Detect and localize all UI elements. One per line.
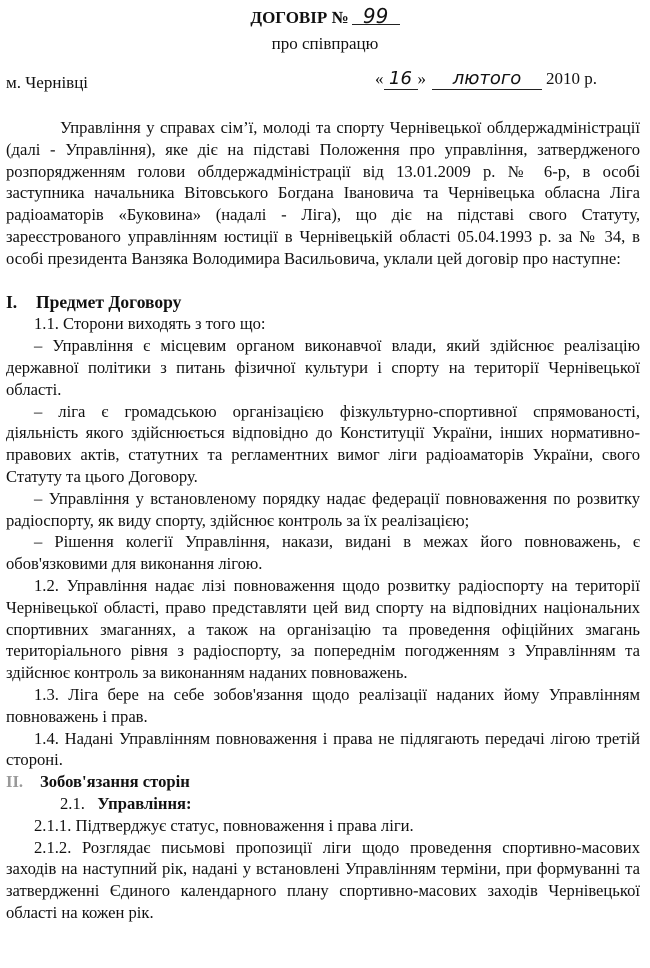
contract-subtitle: про співпрацю <box>271 34 379 53</box>
clause-1-1-bullet-1: – Управління є місцевим органом виконавчої влади, який здійснює реалізацію державної політики з питань фізичної культури і спорту на території Чернівецької області. <box>6 336 640 399</box>
section-2-title: Зобов'язання сторін <box>40 772 190 792</box>
clause-1-1-bullet-4: – Рішення колегії Управління, накази, видані в межах його повноважень, є обов'язковими для виконання лігою. <box>6 532 640 574</box>
city: м. Чернівці <box>6 73 89 92</box>
section-1-number: I. <box>6 291 18 312</box>
year: 2010 р. <box>546 69 597 88</box>
contract-title <box>0 4 650 28</box>
section-1-heading <box>6 292 640 314</box>
clause-1-2: 1.2. Управління надає лізі повноваження щодо розвитку радіоспорту на території Чернівецької області, право представляти цей вид спорту на відповідних національних спортивних змаганнях, а також на організацію та проведення офіційних змагань територіального рівня з радіоспорту, за попереднім погодженням з Управлінням та здійснює контроль за виконанням наданих повноважень. <box>6 575 640 683</box>
date-quote-open: « <box>375 69 384 88</box>
day-handwritten: 16 <box>384 68 418 90</box>
contract-body <box>6 117 640 924</box>
section-2-number: II. <box>6 772 24 792</box>
preamble-paragraph: Управління у справах сім’ї, молоді та спорту Чернівецької облдержадміністрації (далі - Управління), яке діє на підставі Положення про управління, затвердженого розпорядженням голови облдержадміністрації від 13.01.2009 р. № 6-р, в особі заступника начальника Вітовського Богдана Івановича та Чернівецька обласна Ліга радіоаматорів «Буковина» (надалі - Ліга), що діє на підставі свого Статуту, зареєстрованого управлінням юстиції в Чернівецькій області 05.04.1993 р. за № 34, в особі президента Ванзяка Володимира Васильовича, уклали цей договір про наступне: <box>6 118 640 268</box>
clause-1-1-bullet-2: – ліга є громадською організацією фізкультурно-спортивної спрямованості, діяльність якого здійснюється відповідно до Конституції України, інших нормативно-правових актів, статутних та регламентних вимог ліги радіоаматорів України, свого Статуту та цього Договору. <box>6 401 640 486</box>
month-handwritten: лютого <box>432 68 542 90</box>
date-quote-close: » <box>417 69 426 88</box>
section-1-title: Предмет Договору <box>36 291 182 312</box>
clause-1-4: 1.4. Надані Управлінням повноваження і права не підлягають передачі лігою третій стороні. <box>6 728 640 770</box>
clause-2-1-number: 2.1. <box>60 793 85 813</box>
clause-2-1-1: 2.1.1. Підтверджує статус, повноваження і права ліги. <box>34 815 414 835</box>
clause-1-1: 1.1. Сторони виходять з того що: <box>34 314 266 334</box>
clause-2-1-heading <box>6 793 640 815</box>
clause-1-1-bullet-3: – Управління у встановленому порядку надає федерації повноваження по розвитку радіоспорту, як виду спорту, здійснює контроль за їх реалізацією; <box>6 488 640 530</box>
contract-number-handwritten: 99 <box>352 8 400 25</box>
section-2-heading <box>6 771 640 793</box>
contract-title-text: ДОГОВІР № <box>250 8 349 27</box>
clause-2-1-label: Управління: <box>97 793 192 813</box>
clause-1-3: 1.3. Ліга бере на себе зобов'язання щодо реалізації наданих йому Управлінням повноважень і прав. <box>6 684 640 726</box>
contract-date <box>375 68 597 90</box>
clause-2-1-2: 2.1.2. Розглядає письмові пропозиції ліги щодо проведення спортивно-масових заходів на наступний рік, надані у встановлені Управлінням терміни, при формуванні та затвердженні Єдиного календарного плану спортивно-масових заходів Чернівецької області на кожен рік. <box>6 837 640 922</box>
